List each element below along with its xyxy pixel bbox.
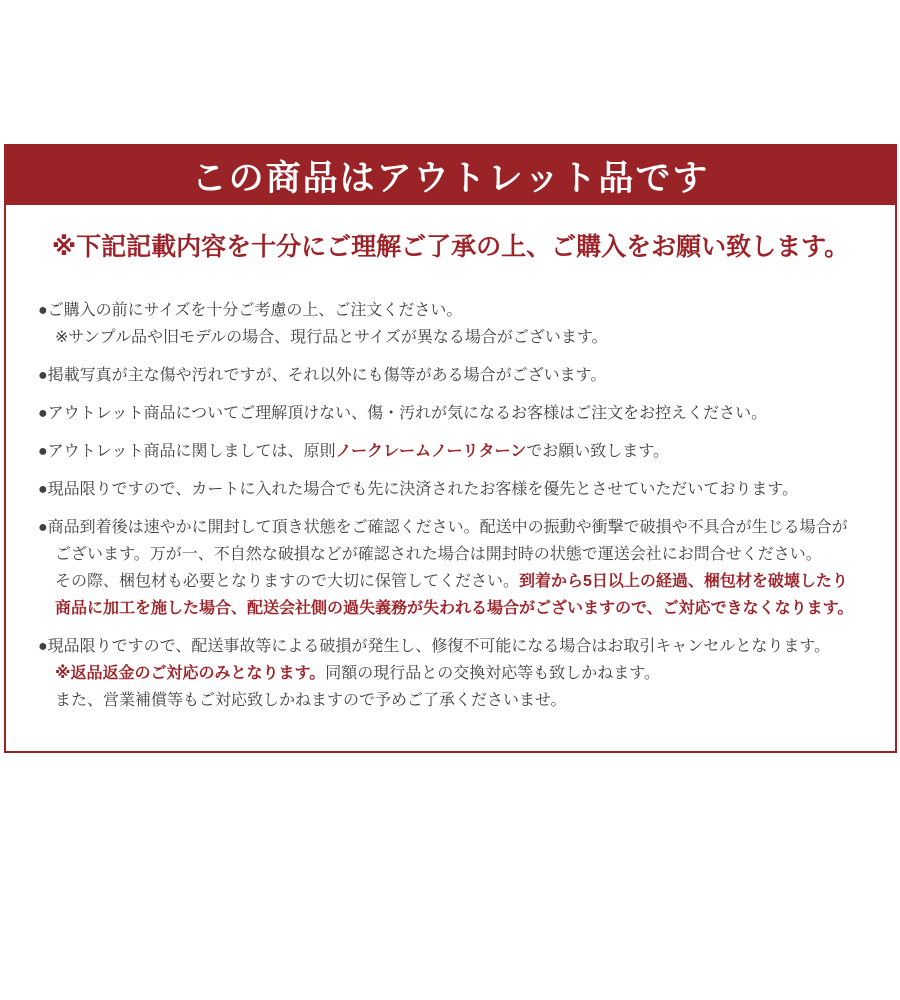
notice-item-open-on-arrival [38, 514, 863, 622]
notice-line [55, 595, 863, 622]
notice-line [38, 438, 863, 465]
notice-text-segment: ●アウトレット商品についてご理解頂けない、傷・汚れが気になるお客様はご注文をお控えください。 [38, 405, 768, 422]
notice-text-segment: ※サンプル品や旧モデルの場合、現行品とサイズが異なる場合がございます。 [55, 329, 608, 346]
notice-text-segment: その際、梱包材も必要となりますので大切に保管してください。 [55, 573, 520, 590]
notice-item-no-claim [38, 438, 863, 465]
notice-line [55, 541, 863, 568]
notice-line [38, 476, 863, 503]
notice-line [55, 687, 863, 714]
notice-text-segment: でお願い致します。 [526, 443, 669, 460]
notice-item-refrain-order [38, 400, 863, 427]
outlet-banner [6, 146, 895, 205]
notice-text-segment-red: ※返品返金のご対応のみとなります。 [55, 665, 326, 682]
notice-text-segment: ●掲載写真が主な傷や汚れですが、それ以外にも傷等がある場合がございます。 [38, 367, 607, 384]
notice-heading: ※下記記載内容を十分にご理解ご了承の上、ご購入をお願い致します。 [51, 233, 850, 261]
notice-text-segment: ●商品到着後は速やかに開封して頂き状態をご確認ください。配送中の振動や衝撃で破損や不具合が生じる場合が [38, 519, 848, 536]
notice-line [38, 400, 863, 427]
notice-line [38, 362, 863, 389]
notice-text-segment-red: ノークレームノーリターン [335, 443, 527, 460]
notice-text-segment: ●アウトレット商品に関しましては、原則 [38, 443, 336, 460]
notice-text-segment: また、営業補償等もご対応致しかねますので予めご了承くださいませ。 [55, 692, 567, 709]
notice-content [6, 205, 895, 714]
notice-text-segment: ●現品限りですので、カートに入れた場合でも先に決済されたお客様を優先とさせていただいております。 [38, 481, 799, 498]
notice-text-segment: ●現品限りですので、配送事故等による破損が発生し、修復不可能になる場合はお取引キャンセルとなります。 [38, 638, 831, 655]
notice-item-shipping-damage-cancel [38, 633, 863, 714]
notice-text-segment: ございます。万が一、不自然な破損などが確認された場合は開封時の状態で運送会社にお問合せください。 [55, 546, 822, 563]
notice-text-segment-red: 商品に加工を施した場合、配送会社側の過失義務が失われる場合がございますので、ご対応できなくなります。 [55, 600, 854, 617]
notice-line [55, 324, 863, 351]
notice-line [38, 633, 863, 660]
notice-item-photos [38, 362, 863, 389]
outlet-banner-title: この商品はアウトレット品です [191, 158, 710, 198]
notice-text-segment: 同額の現行品との交換対応等も致しかねます。 [325, 665, 661, 682]
notice-text-segment-red: 到着から5日以上の経過、梱包材を破壊したり [519, 573, 848, 590]
notice-item-first-payment-priority [38, 476, 863, 503]
notice-line [38, 514, 863, 541]
notice-line [55, 660, 863, 687]
notice-line [55, 568, 863, 595]
notice-item-sizing [38, 297, 863, 351]
outlet-notice-box [4, 144, 897, 753]
notice-line [38, 297, 863, 324]
notice-text-segment: ●ご購入の前にサイズを十分ご考慮の上、ご注文ください。 [38, 302, 463, 319]
